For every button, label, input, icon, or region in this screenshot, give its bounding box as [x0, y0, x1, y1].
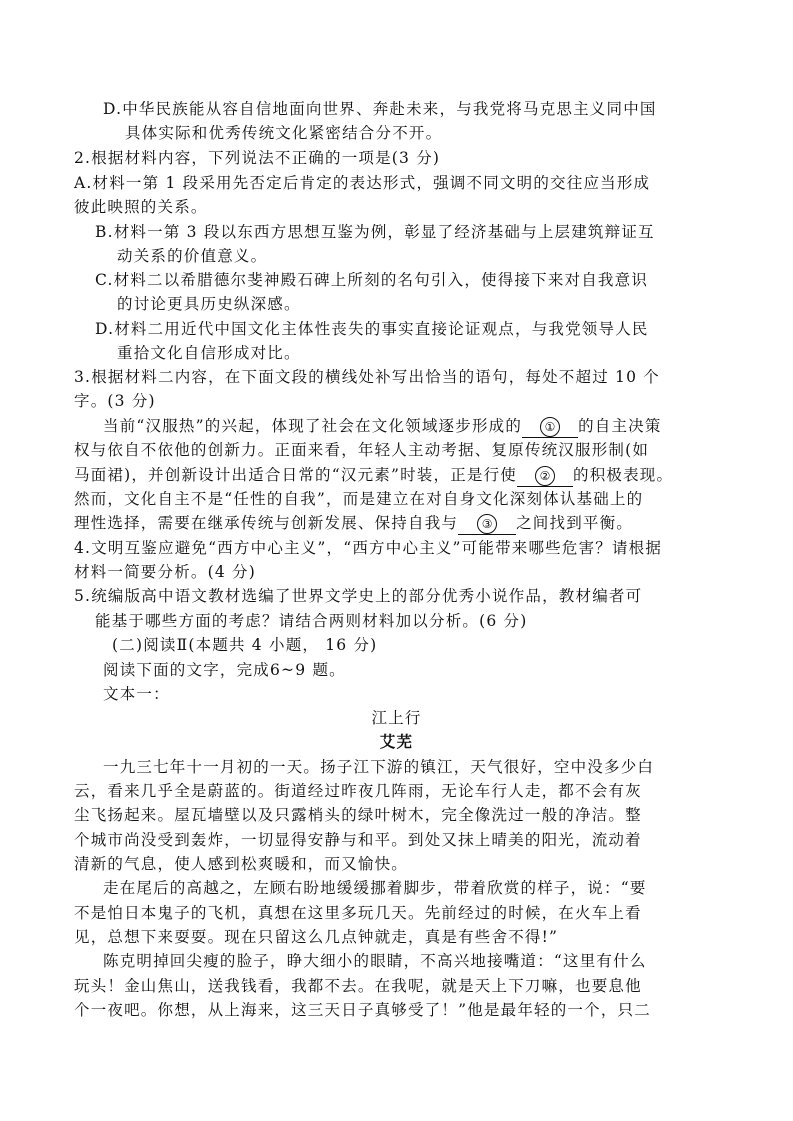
article-para2-line3: 见，总想下来耍耍。现在只留这么几点钟就走，真是有些舍不得!” [74, 928, 559, 946]
article-para1-line5: 清新的气息，使人感到松爽暖和，而又愉快。 [74, 855, 409, 873]
article-para2-line1: 走在尾后的高越之，左顾右盼地缓缓挪着脚步，带着欣赏的样子，说：“要 [103, 879, 647, 897]
q3-passage-text: 马面裙)，并创新设计出适合日常的“汉元素”时装，正是行使 [74, 466, 517, 484]
article-para1-line1: 一九三七年十一月初的一天。扬子江下游的镇江，天气很好，空中没多少白 [103, 758, 655, 776]
q3-passage-line3 [74, 464, 673, 487]
q3-passage-line5 [74, 512, 633, 535]
q2-option-a-line1: A.材料一第 1 段采用先否定后肯定的表达形式，强调不同文明的交往应当形成 [74, 174, 651, 192]
blank-number-2: ② [535, 466, 555, 486]
q1-option-d-line2: 具体实际和优秀传统文化紧密结合分不开。 [125, 124, 443, 142]
q2-stem: 2.根据材料内容，下列说法不正确的一项是(3 分) [74, 149, 441, 167]
article-para1-line2: 云，看来几乎全是蔚蓝的。街道经过昨夜几阵雨，无论车行人走，都不会有灰 [74, 782, 642, 800]
q1-option-d-line1: D.中华民族能从容自信地面向世界、奔赴未来，与我党将马克思主义同中国 [103, 100, 657, 118]
q3-stem-line2: 字。(3 分) [74, 392, 156, 410]
article-para2-line2: 不是怕日本鬼子的飞机，真想在这里多玩几天。先前经过的时候，在火车上看 [74, 904, 642, 922]
q3-passage-line2: 权与依自不依他的创新力。正面来看，年轻人主动考据、复原传统汉服形制(如 [74, 441, 650, 459]
q2-option-d-line2: 重拾文化自信形成对比。 [117, 344, 301, 362]
answer-blank-3[interactable] [458, 512, 516, 535]
article-para3-line3: 个一夜吧。你想，从上海来，这三天日子真够受了！”他是最年轻的一个，只二 [74, 1001, 651, 1019]
q3-passage-text: 当前“汉服热”的兴起，体现了社会在文化领域逐步形成的 [103, 417, 523, 435]
q2-option-a-line2: 彼此映照的关系。 [74, 198, 208, 216]
q2-option-d-line1: D.材料二用近代中国文化主体性丧失的事实直接论证观点，与我党领导人民 [95, 320, 649, 338]
q2-option-c-line1: C.材料二以希腊德尔斐神殿石碑上所刻的名句引入，使得接下来对自我意识 [95, 271, 649, 289]
article-para1-line3: 尘飞扬起来。屋瓦墙壁以及只露梢头的绿叶树木，完全像洗过一般的净洁。整 [74, 806, 642, 824]
q3-passage-text: 的自主决策 [578, 417, 662, 435]
answer-blank-1[interactable] [522, 415, 578, 438]
article-title: 江上行 [371, 709, 422, 727]
section-instruction: 阅读下面的文字，完成6~9 题。 [103, 661, 346, 679]
section-heading: (二)阅读Ⅱ(本题共 4 小题， 16 分) [112, 636, 378, 654]
q2-option-b-line2: 动关系的价值意义。 [117, 247, 268, 265]
blank-number-3: ③ [477, 514, 497, 534]
q5-line2: 能基于哪些方面的考虑？请结合两则材料加以分析。(6 分) [95, 612, 528, 630]
q3-passage-line1 [103, 415, 662, 438]
article-author: 艾芜 [379, 732, 414, 751]
q2-option-b-line1: B.材料一第 3 段以东西方思想互鉴为例，彰显了经济基础与上层建筑辩证互 [95, 223, 655, 241]
q3-stem-line1: 3.根据材料二内容，在下面文段的横线处补写出恰当的语句，每处不超过 10 个 [74, 368, 660, 386]
answer-blank-2[interactable] [517, 464, 573, 487]
q3-passage-text: 的积极表现。 [573, 466, 674, 484]
article-para3-line1: 陈克明掉回尖瘦的脸子，睁大细小的眼睛，不高兴地接嘴道：“这里有什么 [103, 952, 647, 970]
q5-line1: 5.统编版高中语文教材选编了世界文学史上的部分优秀小说作品，教材编者可 [74, 587, 643, 605]
q4-line2: 材料一简要分析。(4 分) [74, 563, 256, 581]
q3-passage-text: 之间找到平衡。 [516, 514, 634, 532]
q3-passage-line4: 然而，文化自主不是“任性的自我”，而是建立在对自身文化深刻体认基础上的 [74, 490, 644, 508]
text-one-label: 文本一： [103, 685, 170, 703]
q3-passage-text: 理性选择，需要在继承传统与创新发展、保持自我与 [74, 514, 459, 532]
article-para1-line4: 个城市尚没受到轰炸，一切显得安静与和平。到处又抹上晴美的阳光，流动着 [74, 831, 642, 849]
q2-option-c-line2: 的讨论更具历史纵深感。 [117, 295, 301, 313]
article-para3-line2: 玩头！金山焦山，送我钱看，我都不去。在我呢，就是天上下刀嘛，也要息他 [74, 977, 642, 995]
q4-line1: 4.文明互鉴应避免“西方中心主义”，“西方中心主义”可能带来哪些危害？请根据 [74, 539, 663, 557]
blank-number-1: ① [540, 417, 560, 437]
